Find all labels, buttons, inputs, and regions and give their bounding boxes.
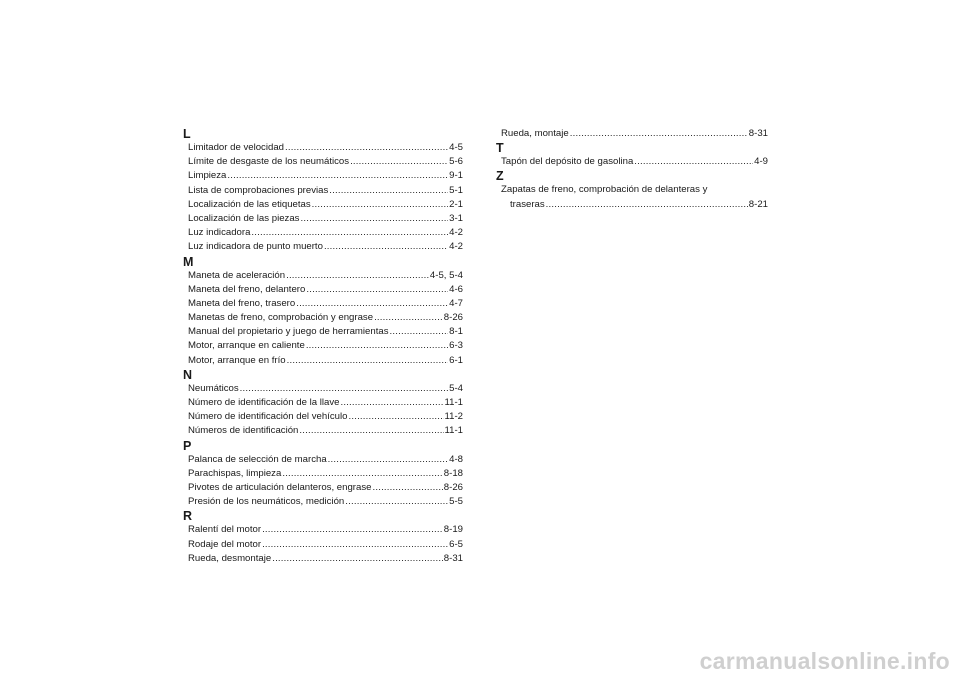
dot-leader bbox=[350, 155, 448, 169]
index-entry[interactable] bbox=[183, 453, 463, 467]
entry-text: Tapón del depósito de gasolina bbox=[501, 156, 634, 168]
dot-leader bbox=[296, 297, 448, 311]
entry-text: Luz indicadora de punto muerto bbox=[188, 241, 323, 253]
dot-leader bbox=[328, 453, 448, 467]
index-entry[interactable] bbox=[496, 127, 768, 141]
entry-page: 6-5 bbox=[449, 538, 463, 550]
entry-text: traseras bbox=[510, 198, 545, 210]
entry-text: Rodaje del motor bbox=[188, 538, 262, 550]
dot-leader bbox=[300, 212, 448, 226]
entry-page: 8-31 bbox=[443, 552, 463, 564]
entry-page: 6-1 bbox=[449, 354, 463, 366]
dot-leader bbox=[570, 127, 748, 141]
dot-leader bbox=[227, 169, 448, 183]
index-entry[interactable] bbox=[183, 226, 463, 240]
entry-text: Parachispas, limpieza bbox=[188, 467, 282, 479]
index-entry[interactable] bbox=[183, 354, 463, 368]
dot-leader bbox=[272, 552, 443, 566]
section-letter-p: P bbox=[183, 438, 192, 453]
section-letter-l: L bbox=[183, 127, 191, 141]
entry-text: Rueda, montaje bbox=[501, 128, 569, 139]
dot-leader bbox=[287, 354, 449, 368]
entry-text: Lista de comprobaciones previas bbox=[188, 184, 329, 196]
entry-text: Luz indicadora bbox=[188, 227, 251, 239]
entry-page: 11-2 bbox=[444, 411, 463, 423]
index-entry[interactable] bbox=[183, 155, 463, 169]
entry-page: 4-8 bbox=[449, 453, 463, 465]
index-entry[interactable] bbox=[183, 141, 463, 155]
entry-text: Manual del propietario y juego de herramientas bbox=[188, 326, 389, 338]
dot-leader bbox=[634, 155, 753, 169]
entry-page: 8-31 bbox=[748, 128, 768, 139]
index-column-right bbox=[496, 127, 768, 212]
dot-leader bbox=[262, 523, 443, 537]
index-column-left bbox=[183, 127, 463, 566]
index-entry[interactable] bbox=[183, 240, 463, 254]
entry-text: Número de identificación de la llave bbox=[188, 397, 340, 408]
entry-page: 4-2 bbox=[449, 241, 463, 253]
entry-text: Limitador de velocidad bbox=[188, 142, 284, 153]
index-entry[interactable] bbox=[183, 538, 463, 552]
section-letter-m: M bbox=[183, 254, 194, 269]
dot-leader bbox=[374, 311, 443, 325]
entry-page: 5-4 bbox=[449, 382, 463, 394]
dot-leader bbox=[306, 283, 448, 297]
index-entry[interactable] bbox=[183, 184, 463, 198]
entry-text: Localización de las piezas bbox=[188, 212, 300, 224]
index-entry[interactable] bbox=[183, 410, 463, 424]
entry-page: 4-9 bbox=[754, 156, 768, 168]
entry-text: Números de identificación bbox=[188, 425, 299, 437]
entry-text: Ralentí del motor bbox=[188, 524, 262, 536]
dot-leader bbox=[345, 495, 448, 509]
entry-page: 3-1 bbox=[449, 212, 463, 224]
section-letter-z: Z bbox=[496, 169, 504, 184]
entry-text: Maneta de aceleración bbox=[188, 269, 286, 281]
entry-text: Presión de los neumáticos, medición bbox=[188, 496, 345, 508]
entry-page: 11-1 bbox=[444, 397, 463, 408]
entry-text: Rueda, desmontaje bbox=[188, 552, 272, 564]
entry-text: Maneta del freno, delantero bbox=[188, 283, 306, 295]
index-entry[interactable] bbox=[183, 311, 463, 325]
entry-text: Manetas de freno, comprobación y engrase bbox=[188, 312, 374, 324]
entry-text: Limpieza bbox=[188, 170, 227, 182]
entry-text: Número de identificación del vehículo bbox=[188, 411, 348, 423]
dot-leader bbox=[282, 467, 442, 481]
dot-leader bbox=[348, 410, 443, 424]
dot-leader bbox=[251, 226, 448, 240]
entry-page: 8-1 bbox=[449, 326, 463, 338]
dot-leader bbox=[240, 382, 448, 396]
index-entry[interactable] bbox=[183, 169, 463, 183]
dot-leader bbox=[390, 325, 449, 339]
entry-page: 8-26 bbox=[443, 312, 463, 324]
index-entry[interactable] bbox=[496, 198, 768, 212]
entry-page: 8-18 bbox=[443, 467, 463, 479]
dot-leader bbox=[262, 538, 448, 552]
dot-leader bbox=[306, 339, 448, 353]
section-letter-r: R bbox=[183, 509, 193, 524]
entry-text: Maneta del freno, trasero bbox=[188, 297, 296, 309]
entry-text: Localización de las etiquetas bbox=[188, 198, 311, 210]
dot-leader bbox=[285, 141, 448, 155]
dot-leader bbox=[286, 269, 429, 283]
entry-page: 5-1 bbox=[449, 184, 463, 196]
index-entry[interactable] bbox=[183, 198, 463, 212]
entry-page: 4-7 bbox=[449, 297, 463, 309]
entry-page: 4-6 bbox=[449, 283, 463, 295]
entry-page: 5-5 bbox=[449, 496, 463, 508]
index-entry[interactable] bbox=[183, 481, 463, 495]
index-entry[interactable] bbox=[183, 382, 463, 396]
entry-page: 11-1 bbox=[444, 425, 463, 437]
section-letter-t: T bbox=[496, 141, 504, 156]
entry-page: 8-26 bbox=[443, 481, 463, 493]
index-entry[interactable] bbox=[183, 396, 463, 410]
dot-leader bbox=[299, 424, 443, 438]
dot-leader bbox=[312, 198, 448, 212]
entry-page: 9-1 bbox=[449, 170, 463, 182]
entry-page: 4-5 bbox=[449, 142, 463, 153]
index-entry[interactable] bbox=[183, 467, 463, 481]
dot-leader bbox=[324, 240, 448, 254]
entry-page: 8-19 bbox=[443, 524, 463, 536]
index-entry[interactable] bbox=[183, 552, 463, 566]
index-entry[interactable] bbox=[183, 424, 463, 438]
index-entry[interactable] bbox=[183, 283, 463, 297]
entry-text: Motor, arranque en frío bbox=[188, 354, 286, 366]
index-entry[interactable] bbox=[183, 297, 463, 311]
entry-page: 4-2 bbox=[449, 227, 463, 239]
index-entry[interactable] bbox=[183, 339, 463, 353]
index-entry[interactable] bbox=[183, 523, 463, 537]
index-entry[interactable] bbox=[183, 269, 463, 283]
watermark-logo: carmanualsonline.info bbox=[699, 648, 950, 674]
index-entry[interactable] bbox=[183, 212, 463, 226]
entry-text: Pivotes de articulación delanteros, engrase bbox=[188, 481, 372, 493]
entry-page: 6-3 bbox=[449, 340, 463, 352]
index-entry[interactable] bbox=[496, 155, 768, 169]
dot-leader bbox=[372, 481, 442, 495]
entry-page: 5-6 bbox=[449, 156, 463, 168]
entry-text: Neumáticos bbox=[188, 382, 239, 394]
entry-text: Motor, arranque en caliente bbox=[188, 340, 305, 352]
section-letter-n: N bbox=[183, 367, 193, 382]
dot-leader bbox=[340, 396, 443, 410]
index-entry[interactable] bbox=[183, 325, 463, 339]
dot-leader bbox=[546, 198, 748, 212]
index-entry-first-line[interactable]: Zapatas de freno, comprobación de delanteras y bbox=[501, 184, 708, 196]
entry-text: Límite de desgaste de los neumáticos bbox=[188, 156, 350, 168]
entry-page: 8-21 bbox=[748, 198, 768, 210]
entry-text: Palanca de selección de marcha bbox=[188, 453, 327, 465]
index-entry[interactable] bbox=[183, 495, 463, 509]
dot-leader bbox=[329, 184, 448, 198]
entry-page: 2-1 bbox=[449, 198, 463, 210]
entry-page: 4-5, 5-4 bbox=[429, 269, 463, 281]
